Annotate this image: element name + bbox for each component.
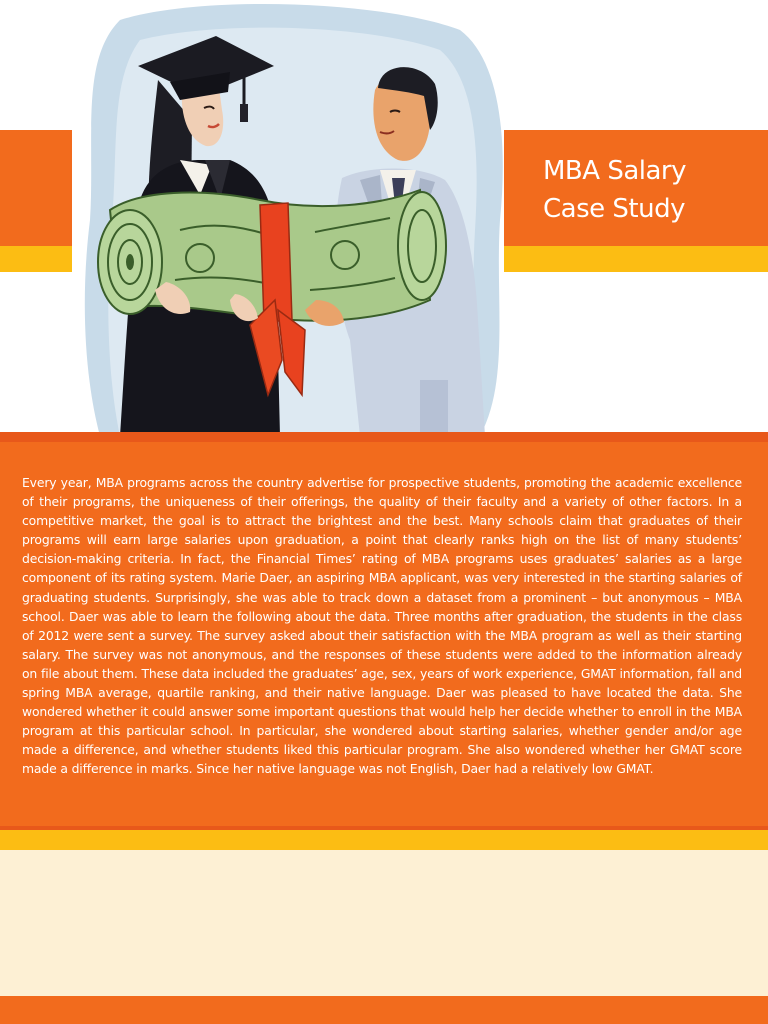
page-title: [543, 152, 758, 228]
page-title-line-1: MBA Salary: [543, 156, 686, 186]
bottom-orange-band: [0, 996, 768, 1024]
title-band-left: [0, 130, 72, 246]
empty-cream-panel: [0, 850, 768, 996]
case-study-body-text: Every year, MBA programs across the country advertise for prospective students, promoting the academic excellence of their programs, the uniqueness of their offerings, the quality of their faculty and a variety of other factors. In a competitive market, the goal is to attract the brightest and the best. Many schools claim that graduates of their programs will earn large salaries upon graduation, a point that clearly ranks high on the list of many students’ decision-making criteria. In fact, the Financial Times’ rating of MBA programs uses graduates’ salaries as a large component of its rating system. Marie Daer, an aspiring MBA applicant, was very interested in the starting salaries of graduating students. Surprisingly, she was able to track down a dataset from a prominent – but anonymous – MBA school. Daer was able to learn the following about the data. Three months after graduation, the students in the class of 2012 were sent a survey. The survey asked about their satisfaction with the MBA program as well as their starting salary. The survey was not anonymous, and the responses of these students were added to the information already on file about them. These data included the graduates’ age, sex, years of work experience, GMAT information, fall and spring MBA average, quartile ranking, and their native language. Daer was pleased to have located the data. She wondered whether it could answer some important questions that would help her decide whether to enroll in the MBA program at this particular school. In particular, she wondered about starting salaries, whether gender and/or age made a difference, and whether students liked this particular program. She also wondered whether her GMAT score made a difference in marks. Since her native language was not English, Daer had a relatively low GMAT.: [22, 475, 742, 777]
page-title-line-2: Case Study: [543, 194, 685, 224]
accent-strip: [0, 830, 768, 850]
body-text-panel-top-edge: [0, 432, 768, 442]
title-band-left-accent: [0, 246, 72, 272]
graduate-receiving-money-scroll-illustration: [80, 0, 505, 436]
title-band-right-accent: [504, 246, 768, 272]
